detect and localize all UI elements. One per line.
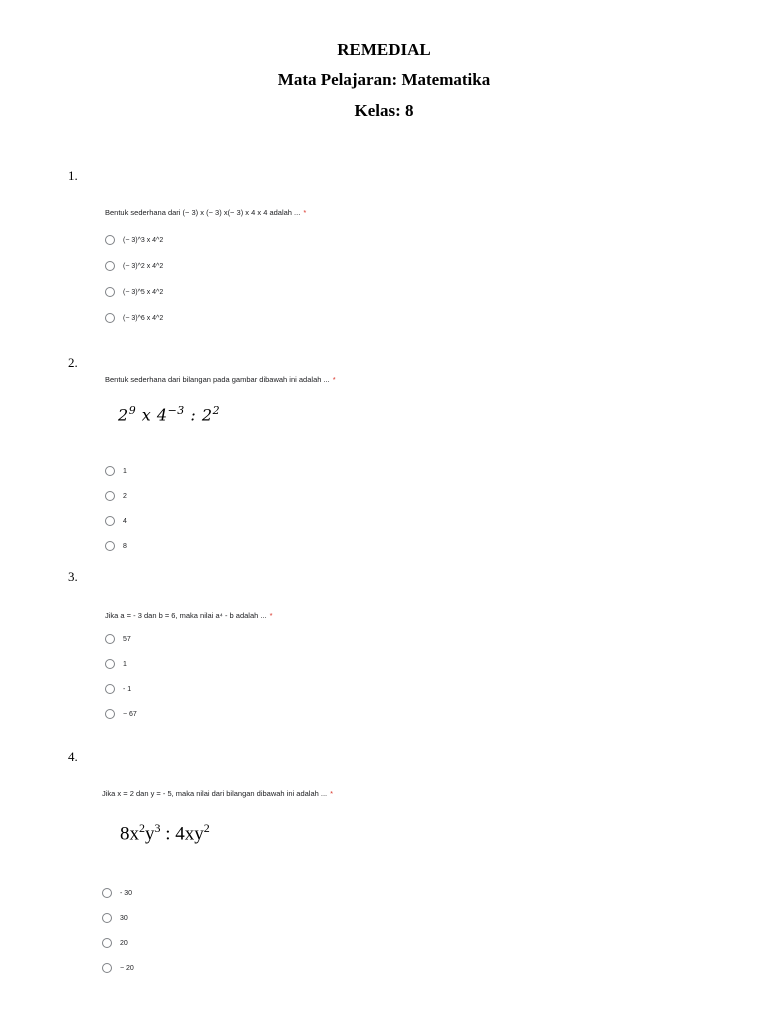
- document-title: REMEDIAL: [337, 40, 431, 59]
- question-text: Bentuk sederhana dari bilangan pada gambar dibawah ini adalah ... *: [105, 375, 336, 384]
- option-row[interactable]: [105, 464, 127, 478]
- option-label: - 30: [120, 889, 133, 897]
- option-row[interactable]: [105, 539, 127, 553]
- radio-button[interactable]: [105, 287, 115, 297]
- option-label: 57: [123, 635, 131, 643]
- radio-button[interactable]: [102, 888, 112, 898]
- option-row[interactable]: [105, 657, 127, 671]
- class-heading: Kelas: 8: [354, 101, 414, 120]
- radio-button[interactable]: [105, 516, 115, 526]
- option-row[interactable]: [105, 682, 131, 696]
- radio-button[interactable]: [105, 709, 115, 719]
- option-label: − 67: [123, 710, 137, 718]
- math-expression: $8x^2y^3$ : $4xy^2$: [120, 821, 210, 845]
- option-row[interactable]: [102, 911, 128, 925]
- option-row[interactable]: [105, 311, 163, 325]
- option-label: 30: [120, 914, 128, 922]
- radio-button[interactable]: [102, 913, 112, 923]
- required-marker: *: [303, 208, 307, 217]
- required-marker: *: [332, 375, 336, 384]
- option-label: 1: [123, 467, 127, 475]
- option-label: 20: [120, 939, 128, 947]
- radio-button[interactable]: [105, 659, 115, 669]
- option-row[interactable]: [102, 886, 132, 900]
- option-row[interactable]: [102, 936, 128, 950]
- question-number: 3.: [68, 569, 78, 584]
- subject-heading: Mata Pelajaran: Matematika: [277, 70, 491, 89]
- option-row[interactable]: [105, 489, 127, 503]
- radio-button[interactable]: [102, 938, 112, 948]
- option-label: (− 3)^3 x 4^2: [123, 236, 164, 244]
- question-number: 1.: [68, 168, 78, 183]
- option-label: 1: [123, 660, 127, 668]
- option-row[interactable]: [105, 259, 163, 273]
- option-row[interactable]: [105, 632, 131, 646]
- option-label: 4: [123, 517, 127, 525]
- option-label: - 1: [123, 685, 132, 693]
- required-marker: *: [269, 611, 273, 620]
- option-label: (− 3)^5 x 4^2: [123, 288, 164, 296]
- option-label: 8: [123, 542, 127, 550]
- option-label: (− 3)^2 x 4^2: [123, 262, 164, 270]
- radio-button[interactable]: [105, 491, 115, 501]
- option-row[interactable]: [105, 514, 127, 528]
- radio-button[interactable]: [105, 313, 115, 323]
- option-label: (− 3)^6 x 4^2: [123, 314, 164, 322]
- required-marker: *: [330, 789, 334, 798]
- option-row[interactable]: [102, 961, 134, 975]
- radio-button[interactable]: [105, 466, 115, 476]
- question-text: Bentuk sederhana dari (− 3) x (− 3) x(− 3) x 4 x 4 adalah ... *: [105, 208, 307, 217]
- radio-button[interactable]: [105, 235, 115, 245]
- option-row[interactable]: [105, 233, 163, 247]
- option-row[interactable]: [105, 285, 163, 299]
- question-text: Jika a = - 3 dan b = 6, maka nilai a⁴ - b adalah ... *: [105, 611, 273, 620]
- option-row[interactable]: [105, 707, 137, 721]
- radio-button[interactable]: [105, 261, 115, 271]
- radio-button[interactable]: [105, 541, 115, 551]
- radio-button[interactable]: [102, 963, 112, 973]
- question-number: 4.: [68, 749, 78, 764]
- question-text: Jika x = 2 dan y = - 5, maka nilai dari bilangan dibawah ini adalah ... *: [102, 789, 334, 798]
- math-expression: $2^9$ x $4^{-3}$ : $2^2$: [118, 404, 221, 425]
- question-number: 2.: [68, 355, 78, 370]
- option-label: − 20: [120, 964, 134, 972]
- option-label: 2: [123, 492, 127, 500]
- radio-button[interactable]: [105, 634, 115, 644]
- radio-button[interactable]: [105, 684, 115, 694]
